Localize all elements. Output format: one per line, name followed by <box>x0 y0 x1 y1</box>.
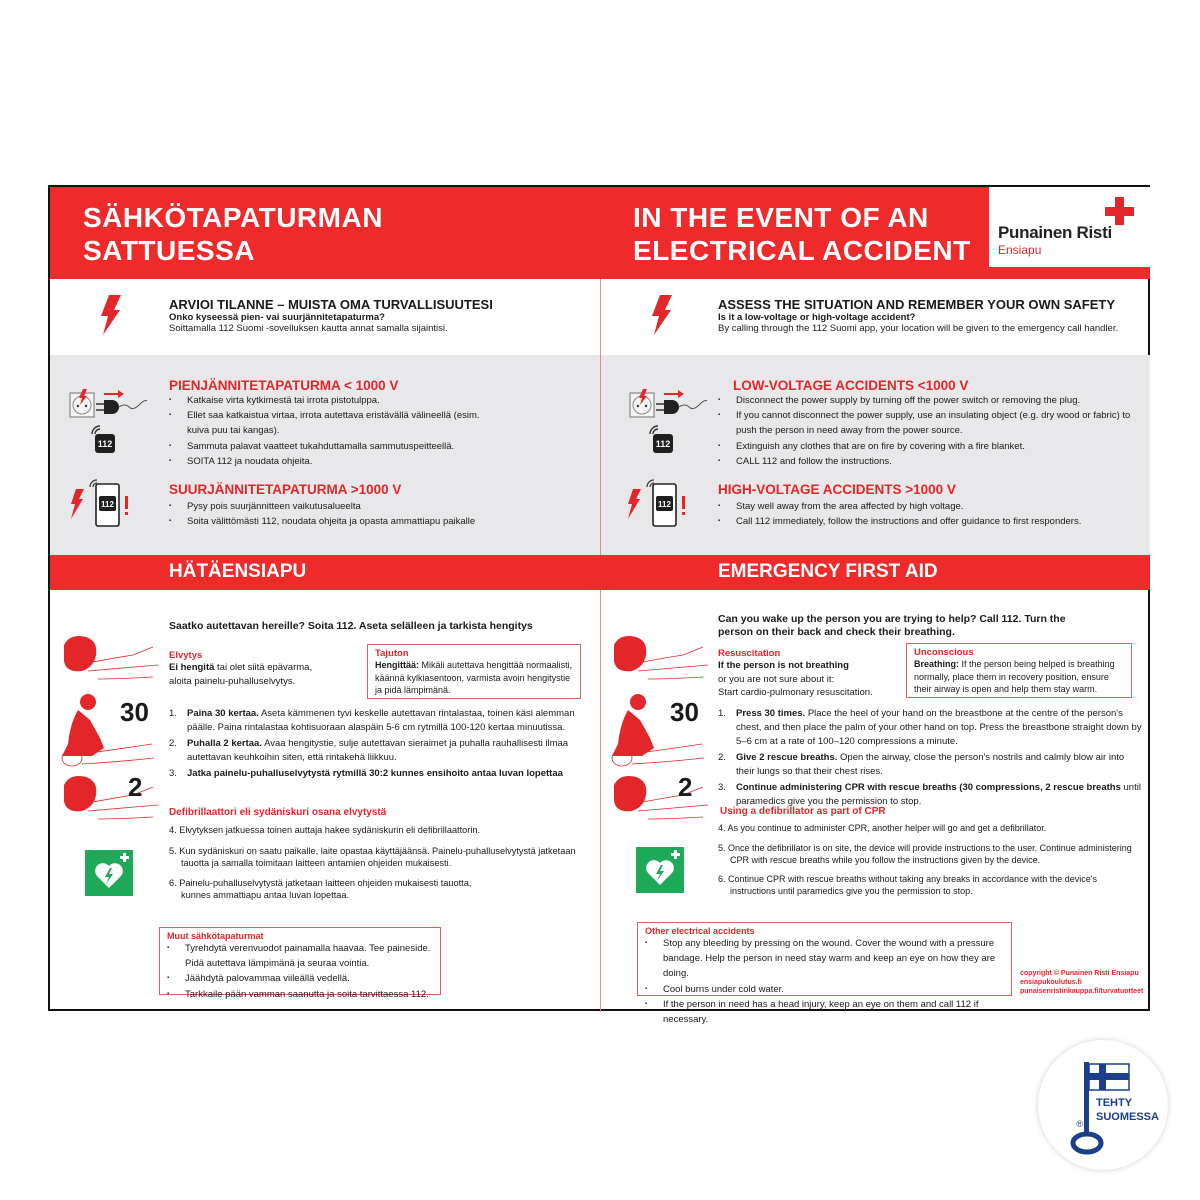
list-item: ▪ Tyrehdytä verenvuodot painamalla haavaa. Tee paineside. Pidä autettava lämpimänä ja seuraa vointia. <box>167 941 433 971</box>
en-other-title: Other electrical accidents <box>645 926 755 936</box>
en-cpr-text: or you are not sure about it: <box>718 673 835 685</box>
list-item: ▪ Ellet saa katkaistua virtaa, irrota autettava eristävällä välineellä (esim. kuiva puu tai kangas). <box>169 408 487 438</box>
step-text: Kun sydäniskuri on saatu paikalle, laite opastaa käyttäjäänsä. Painelu-puhalluselvytystä jatketaan tauotta ja samalla toimitaan laitteen antamien ohjeiden mukaisesti. <box>179 845 576 868</box>
list-item: ▪ If you cannot disconnect the power supply, use an insulating object (e.g. dry wood or fabric) to push the person in need away from the power source. <box>718 408 1138 438</box>
list-item <box>169 737 589 765</box>
en-title-line2: ELECTRICAL ACCIDENT <box>633 235 971 266</box>
fi-assess <box>169 297 589 334</box>
call-112-icon <box>648 425 674 455</box>
fi-assess-question: Onko kyseessä pien- vai suurjännitetapaturma? <box>169 312 385 323</box>
unplug-icon <box>628 387 708 421</box>
list-item: ▪ Katkaise virta kytkimestä tai irrota pistotulppa. <box>169 393 589 408</box>
registered-mark: ® <box>1076 1119 1083 1129</box>
en-assess <box>718 297 1148 334</box>
en-low-list <box>718 393 1138 469</box>
copyright-line: copyright © Punainen Risti Ensiapu <box>1020 970 1139 977</box>
step-number: 3. <box>718 782 726 793</box>
logo-name: Punainen Risti <box>998 223 1112 242</box>
step-text: Elvytyksen jatkuessa toinen auttaja hakee sydäniskurin eli defibrillaattorin. <box>179 825 481 835</box>
list-item: ▪ Sammuta palavat vaatteet tukahduttamalla sammutuspeitteellä. <box>169 439 589 454</box>
step-bold: Press 30 times. <box>736 708 806 719</box>
list-item: ▪ Jäähdytä palovammaa viileällä vedellä. <box>167 971 433 986</box>
aed-icon <box>636 847 684 893</box>
rescue-breath-figure-icon <box>58 775 163 825</box>
fi-defib-title: Defibrillaattori eli sydäniskuri osana elvytystä <box>169 807 387 818</box>
fi-intro: Saatko autettavan hereille? Soita 112. Aseta selälleen ja tarkista hengitys <box>169 620 533 632</box>
phone-112-label: 112 <box>658 500 671 509</box>
copyright <box>1020 969 1143 996</box>
list-item <box>718 751 1143 779</box>
en-cpr-text2: Start cardio-pulmonary resuscitation. <box>718 687 873 698</box>
en-unconscious-text: If the person being helped is breathing normally, place them in recovery position, ensure their airway is open and help them stay warm. <box>914 659 1115 694</box>
step-number: 1. <box>169 708 177 719</box>
call-112-label: 112 <box>655 439 671 449</box>
step-number: 5. <box>169 845 177 856</box>
en-cpr-bold: If the person is not breathing <box>718 660 849 671</box>
copyright-link[interactable]: punaisenristinkauppa.fi/turvatuotteet <box>1020 988 1144 995</box>
fi-unconscious-title: Tajuton <box>375 648 409 659</box>
list-item: ▪ Call 112 immediately, follow the instructions and offer guidance to first responders. <box>718 514 1138 529</box>
list-item: ▪ Cool burns under cold water. <box>645 982 1004 997</box>
en-assess-question: Is it a low-voltage or high-voltage accident? <box>718 312 916 323</box>
fi-band-title: HÄTÄENSIAPU <box>169 561 307 582</box>
step-number: 4. <box>169 825 177 835</box>
list-item: ▪ CALL 112 and follow the instructions. <box>718 454 1138 469</box>
step-text: Avaa hengitystie, sulje autettavan sieraimet ja puhalla rauhallisesti ilmaa autettavan keuhkoihin siten, että rintakehä liikkuu. <box>187 738 569 763</box>
breath-check-figure-icon <box>608 635 713 685</box>
fi-title-line2: SATTUESSA <box>83 235 255 266</box>
fi-cpr-text2: aloita painelu-puhalluselvytys. <box>169 675 296 687</box>
fi-other-title: Muut sähkötapaturmat <box>167 931 264 941</box>
high-voltage-phone-icon <box>625 477 695 529</box>
fi-assess-title: ARVIOI TILANNE – MUISTA OMA TURVALLISUUTESI <box>169 297 493 312</box>
list-item <box>718 707 1143 749</box>
en-defib-title: Using a defibrillator as part of CPR <box>720 806 886 817</box>
badge-line2: SUOMESSA <box>1096 1111 1159 1123</box>
step-bold: Paina 30 kertaa. <box>187 708 259 719</box>
fi-cpr-bold: Ei hengitä <box>169 662 215 673</box>
step-number: 6. <box>169 877 177 888</box>
en-cpr-title: Resuscitation <box>718 648 781 659</box>
red-cross-icon-bar <box>1105 207 1134 216</box>
fi-low-voltage <box>169 378 589 469</box>
breaths-count: 2 <box>128 772 143 802</box>
fi-title <box>83 201 383 267</box>
made-in-finland-badge <box>1038 1040 1168 1170</box>
step-number: 1. <box>718 708 726 719</box>
step-number: 3. <box>169 768 177 779</box>
lightning-icon <box>651 295 673 335</box>
step-number: 2. <box>169 738 177 749</box>
column-divider <box>600 279 601 1012</box>
logo-sub: Ensiapu <box>998 243 1042 257</box>
fi-defib-steps <box>169 824 589 902</box>
fi-cpr-title: Elvytys <box>169 650 203 661</box>
en-assess-title: ASSESS THE SITUATION AND REMEMBER YOUR OWN SAFETY <box>718 297 1116 312</box>
step-text: Continue CPR with rescue breaths without taking any breaks in accordance with the device's instructions until paramedics give you the permission to stop. <box>728 873 1097 896</box>
fi-assess-text: Soittamalla 112 Suomi -sovelluksen kautta annat samalla sijaintisi. <box>169 323 448 334</box>
fi-unconscious-box <box>367 644 581 699</box>
list-item: ▪ Tarkkaile pään vamman saanutta ja soita tarvittaessa 112. <box>167 987 433 1002</box>
badge-line1: TEHTY <box>1096 1097 1133 1109</box>
en-unconscious-box <box>906 643 1132 698</box>
fi-title-line1: SÄHKÖTAPATURMAN <box>83 202 383 233</box>
fi-cpr <box>169 650 369 688</box>
step-text: Open the airway, close the person's nostrils and calmly blow air into their lungs so that their chest rises. <box>736 752 1125 777</box>
aed-icon <box>85 850 133 896</box>
compressions-count: 30 <box>670 697 699 727</box>
list-item: ▪ Extinguish any clothes that are on fire by covering with a fire blanket. <box>718 439 1138 454</box>
fi-other-box <box>159 927 441 1000</box>
en-other-box <box>637 922 1012 1026</box>
step-bold: Continue administering CPR with rescue breaths (30 compressions, 2 rescue breaths <box>736 782 1121 793</box>
en-band-title: EMERGENCY FIRST AID <box>718 561 938 582</box>
list-item: ▪ Soita välittömästi 112, noudata ohjeita ja opasta ammattiapu paikalle <box>169 514 589 529</box>
en-unconscious-bold: Breathing: <box>914 659 959 669</box>
en-intro: Can you wake up the person you are trying to help? Call 112. Turn the person on their back and check their breathing. <box>718 613 1066 638</box>
list-item: ▪ Disconnect the power supply by turning off the power switch or removing the plug. <box>718 393 1138 408</box>
fi-low-title: PIENJÄNNITETAPATURMA < 1000 V <box>169 378 399 393</box>
call-112-label: 112 <box>97 439 113 449</box>
poster <box>48 185 1150 1026</box>
step-bold: Give 2 rescue breaths. <box>736 752 838 763</box>
step-text: Place the heel of your hand on the breastbone at the centre of the person's chest, and then place the palm of your other hand on top. Press the breastbone straight down by 5–6 cm at a rate of 100–120 compressions a minute. <box>736 708 1142 747</box>
fi-unconscious-text: Mikäli autettava hengittää normaalisti, käännä kylkiasentoon, varmista avoin hengitystie ja pidä lämpimänä. <box>375 660 573 695</box>
step-number: 5. <box>718 842 726 853</box>
en-cpr-steps <box>718 707 1143 811</box>
list-item: ▪ Stop any bleeding by pressing on the wound. Cover the wound with a pressure bandage. Help the person in need stay warm and keep an eye on how they are doing. <box>645 936 1004 982</box>
list-item: ▪ Pysy pois suurjännitteen vaikutusalueelta <box>169 499 589 514</box>
en-cpr <box>718 648 918 700</box>
step-text: Aseta kämmenen tyvi keskelle autettavan rintalastaa, toinen käsi alemman päälle. Paina rintalastaa kohtisuoraan alaspäin 5-6 cm rytmillä 100-120 kertaa minuutissa. <box>187 708 575 733</box>
high-voltage-phone-icon <box>68 477 138 529</box>
fi-high-voltage <box>169 482 589 529</box>
fi-unconscious-bold: Hengittää: <box>375 660 420 670</box>
step-text: As you continue to administer CPR, another helper will go and get a defibrillator. <box>727 823 1047 833</box>
en-other-list <box>645 936 1004 1027</box>
en-high-list <box>718 499 1138 529</box>
list-item: ▪ SOITA 112 ja noudata ohjeita. <box>169 454 589 469</box>
step-text: Once the defibrillator is on site, the device will provide instructions to the user. Continue administering CPR with rescue breaths while you follow the instructions given by the device. <box>728 842 1132 865</box>
unplug-icon <box>68 387 148 421</box>
en-low-title: LOW-VOLTAGE ACCIDENTS <1000 V <box>733 378 969 393</box>
en-high-title: HIGH-VOLTAGE ACCIDENTS >1000 V <box>718 482 956 497</box>
step-number: 4. <box>718 823 726 833</box>
red-cross-logo <box>989 187 1150 267</box>
en-low-voltage <box>718 378 1138 469</box>
key-flag-icon <box>1038 1040 1168 1170</box>
call-112-icon <box>90 425 116 455</box>
step-number: 6. <box>718 873 726 884</box>
en-defib-steps <box>718 822 1143 898</box>
lightning-icon <box>100 295 122 335</box>
en-high-voltage <box>718 482 1138 529</box>
step-number: 2. <box>718 752 726 763</box>
step-text: Painelu-puhalluselvytystä jatketaan laitteen ohjeiden mukaisesti tauotta, kunnes ammattiapu antaa luvan lopettaa. <box>179 877 472 900</box>
list-item: ▪ If the person in need has a head injury, keep an eye on them and call 112 if necessary. <box>645 997 1004 1027</box>
fi-cpr-text: tai olet siitä epävarma, <box>214 662 313 673</box>
breaths-count: 2 <box>678 772 693 802</box>
fi-cpr-steps <box>169 707 589 783</box>
compressions-count: 30 <box>120 697 149 727</box>
fi-other-list <box>167 941 433 1002</box>
step-text: until paramedics give you the permission to stop. <box>736 782 1141 807</box>
list-item: ▪ Stay well away from the area affected by high voltage. <box>718 499 1138 514</box>
en-assess-text: By calling through the 112 Suomi app, your location will be given to the emergency call handler. <box>718 323 1119 334</box>
en-title-line1: IN THE EVENT OF AN <box>633 202 929 233</box>
rescue-breath-figure-icon <box>608 775 713 825</box>
fi-high-title: SUURJÄNNITETAPATURMA >1000 V <box>169 482 402 497</box>
breath-check-figure-icon <box>58 635 163 685</box>
phone-112-label: 112 <box>101 500 114 509</box>
en-unconscious-title: Unconscious <box>914 647 974 658</box>
list-item <box>169 707 589 735</box>
step-bold: Jatka painelu-puhalluselvytystä rytmillä 30:2 kunnes ensihoito antaa luvan lopettaa <box>187 768 563 779</box>
fi-high-list <box>169 499 589 529</box>
list-item <box>718 781 1143 809</box>
list-item <box>169 767 589 781</box>
fi-low-list <box>169 393 589 469</box>
step-bold: Puhalla 2 kertaa. <box>187 738 262 749</box>
copyright-link[interactable]: ensiapukoulutus.fi <box>1020 979 1082 986</box>
en-title <box>633 201 971 267</box>
